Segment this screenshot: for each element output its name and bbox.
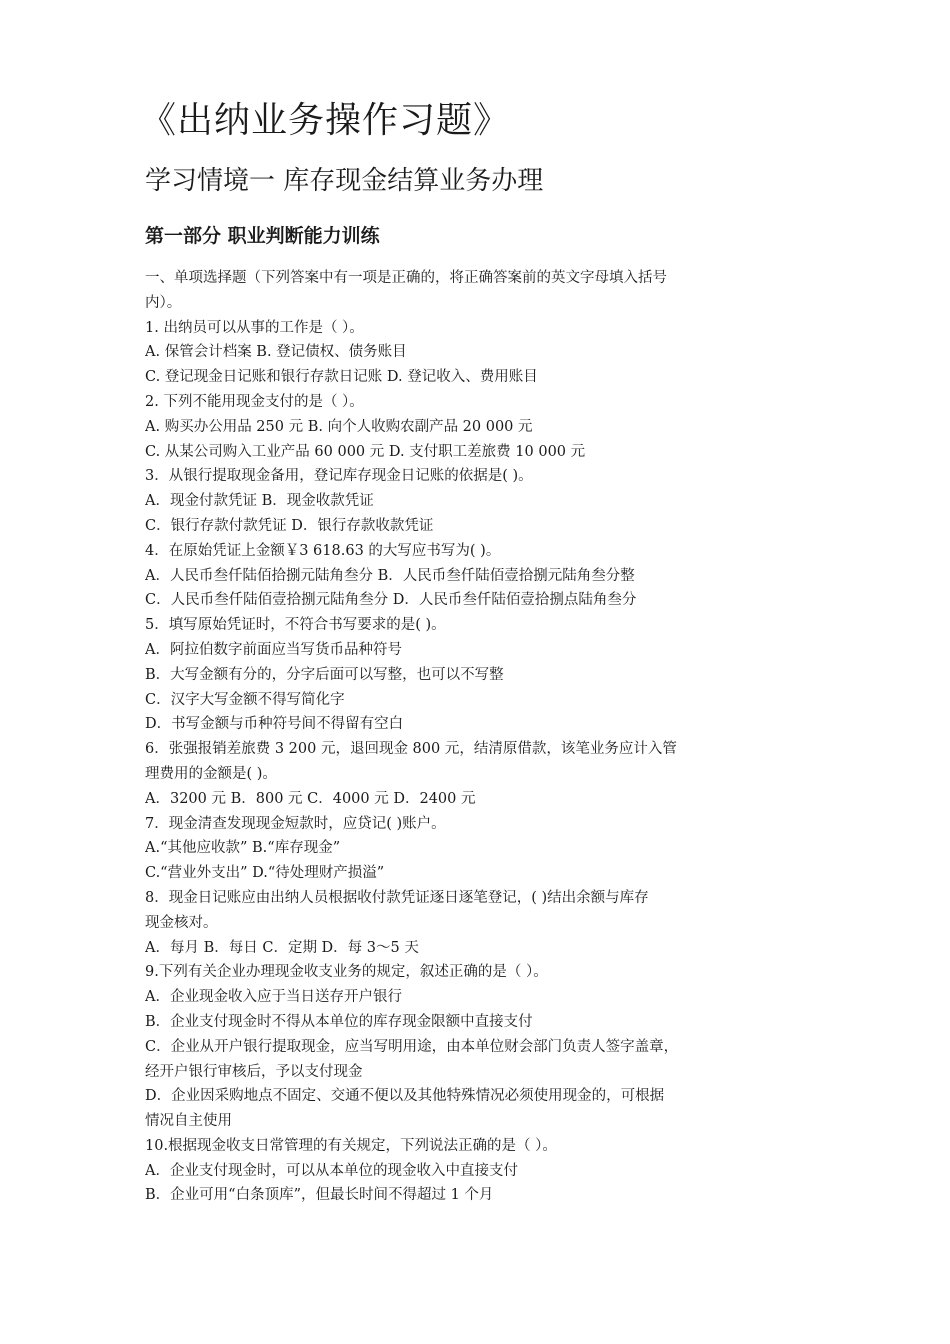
- section-heading: 第一部分 职业判断能力训练: [145, 225, 380, 247]
- text-line: 8．现金日记账应由出纳人员根据收付款凭证逐日逐笔登记，( )结出余额与库存: [145, 889, 649, 906]
- text-line: 7．现金清查发现现金短款时，应贷记( )账户。: [145, 815, 446, 832]
- text-line: B．企业可用“白条顶库”，但最长时间不得超过 1 个月: [145, 1187, 494, 1204]
- text-line: 6．张强报销差旅费 3 200 元，退回现金 800 元，结清原借款，该笔业务应计入管: [145, 741, 677, 758]
- text-line: 1. 出纳员可以从事的工作是（ ）。: [145, 319, 364, 336]
- text-line: A．现金付款凭证 B．现金收款凭证: [145, 493, 374, 510]
- text-line: 10.根据现金收支日常管理的有关规定，下列说法正确的是（ ）。: [145, 1137, 557, 1154]
- text-line: A．人民币叁仟陆佰拾捌元陆角叁分 B．人民币叁仟陆佰壹拾捌元陆角叁分整: [145, 567, 635, 584]
- question-body: [145, 266, 760, 1208]
- text-line: 经开户银行审核后，予以支付现金: [145, 1063, 363, 1080]
- text-line: A．企业现金收入应于当日送存开户银行: [145, 989, 402, 1006]
- text-line: A. 购买办公用品 250 元 B. 向个人收购农副产品 20 000 元: [145, 418, 533, 435]
- text-line: D．书写金额与币种符号间不得留有空白: [145, 716, 404, 733]
- text-line: C．企业从开户银行提取现金，应当写明用途，由本单位财会部门负责人签字盖章，: [145, 1038, 679, 1055]
- text-line: A. 保管会计档案 B. 登记债权、债务账目: [145, 344, 407, 361]
- text-line: A．企业支付现金时，可以从本单位的现金收入中直接支付: [145, 1162, 518, 1179]
- text-line: A．3200 元 B．800 元 C．4000 元 D．2400 元: [145, 790, 476, 807]
- text-line: A．每月 B．每日 C．定期 D．每 3～5 天: [145, 939, 419, 956]
- text-line: 一、单项选择题（下列答案中有一项是正确的，将正确答案前的英文字母填入括号: [145, 270, 667, 286]
- text-line: D．企业因采购地点不固定、交通不便以及其他特殊情况必须使用现金的，可根据: [145, 1088, 665, 1105]
- text-line: B．大写金额有分的，分字后面可以写整，也可以不写整: [145, 666, 504, 683]
- text-line: 3．从银行提取现金备用，登记库存现金日记账的依据是( )。: [145, 468, 533, 485]
- text-line: 2. 下列不能用现金支付的是（ ）。: [145, 393, 364, 410]
- text-line: A．阿拉伯数字前面应当写货币品种符号: [145, 641, 402, 658]
- scenario-heading: 学习情境一 库存现金结算业务办理: [145, 166, 544, 196]
- text-line: 现金核对。: [145, 914, 218, 931]
- text-line: C.“营业外支出” D.“待处理财产损溢”: [145, 865, 385, 882]
- text-line: 4．在原始凭证上金额￥3 618.63 的大写应书写为( )。: [145, 542, 501, 559]
- text-line: 理费用的金额是( )。: [145, 765, 277, 782]
- text-line: C．银行存款付款凭证 D．银行存款收款凭证: [145, 517, 434, 534]
- text-line: C．人民币叁仟陆佰壹拾捌元陆角叁分 D．人民币叁仟陆佰壹拾捌点陆角叁分: [145, 592, 637, 609]
- text-line: A.“其他应收款” B.“库存现金”: [145, 840, 341, 857]
- text-line: 内）。: [145, 294, 182, 311]
- text-line: 9.下列有关企业办理现金收支业务的规定，叙述正确的是（ ）。: [145, 964, 548, 981]
- text-line: C. 从某公司购入工业产品 60 000 元 D. 支付职工差旅费 10 000 元: [145, 443, 586, 460]
- text-line: 5．填写原始凭证时，不符合书写要求的是( )。: [145, 617, 446, 634]
- text-line: C. 登记现金日记账和银行存款日记账 D. 登记收入、费用账目: [145, 369, 538, 386]
- text-line: 情况自主使用: [145, 1113, 232, 1130]
- document-title: 《出纳业务操作习题》: [140, 100, 511, 141]
- text-line: B．企业支付现金时不得从本单位的库存现金限额中直接支付: [145, 1013, 533, 1030]
- text-line: C．汉字大写金额不得写简化字: [145, 691, 345, 708]
